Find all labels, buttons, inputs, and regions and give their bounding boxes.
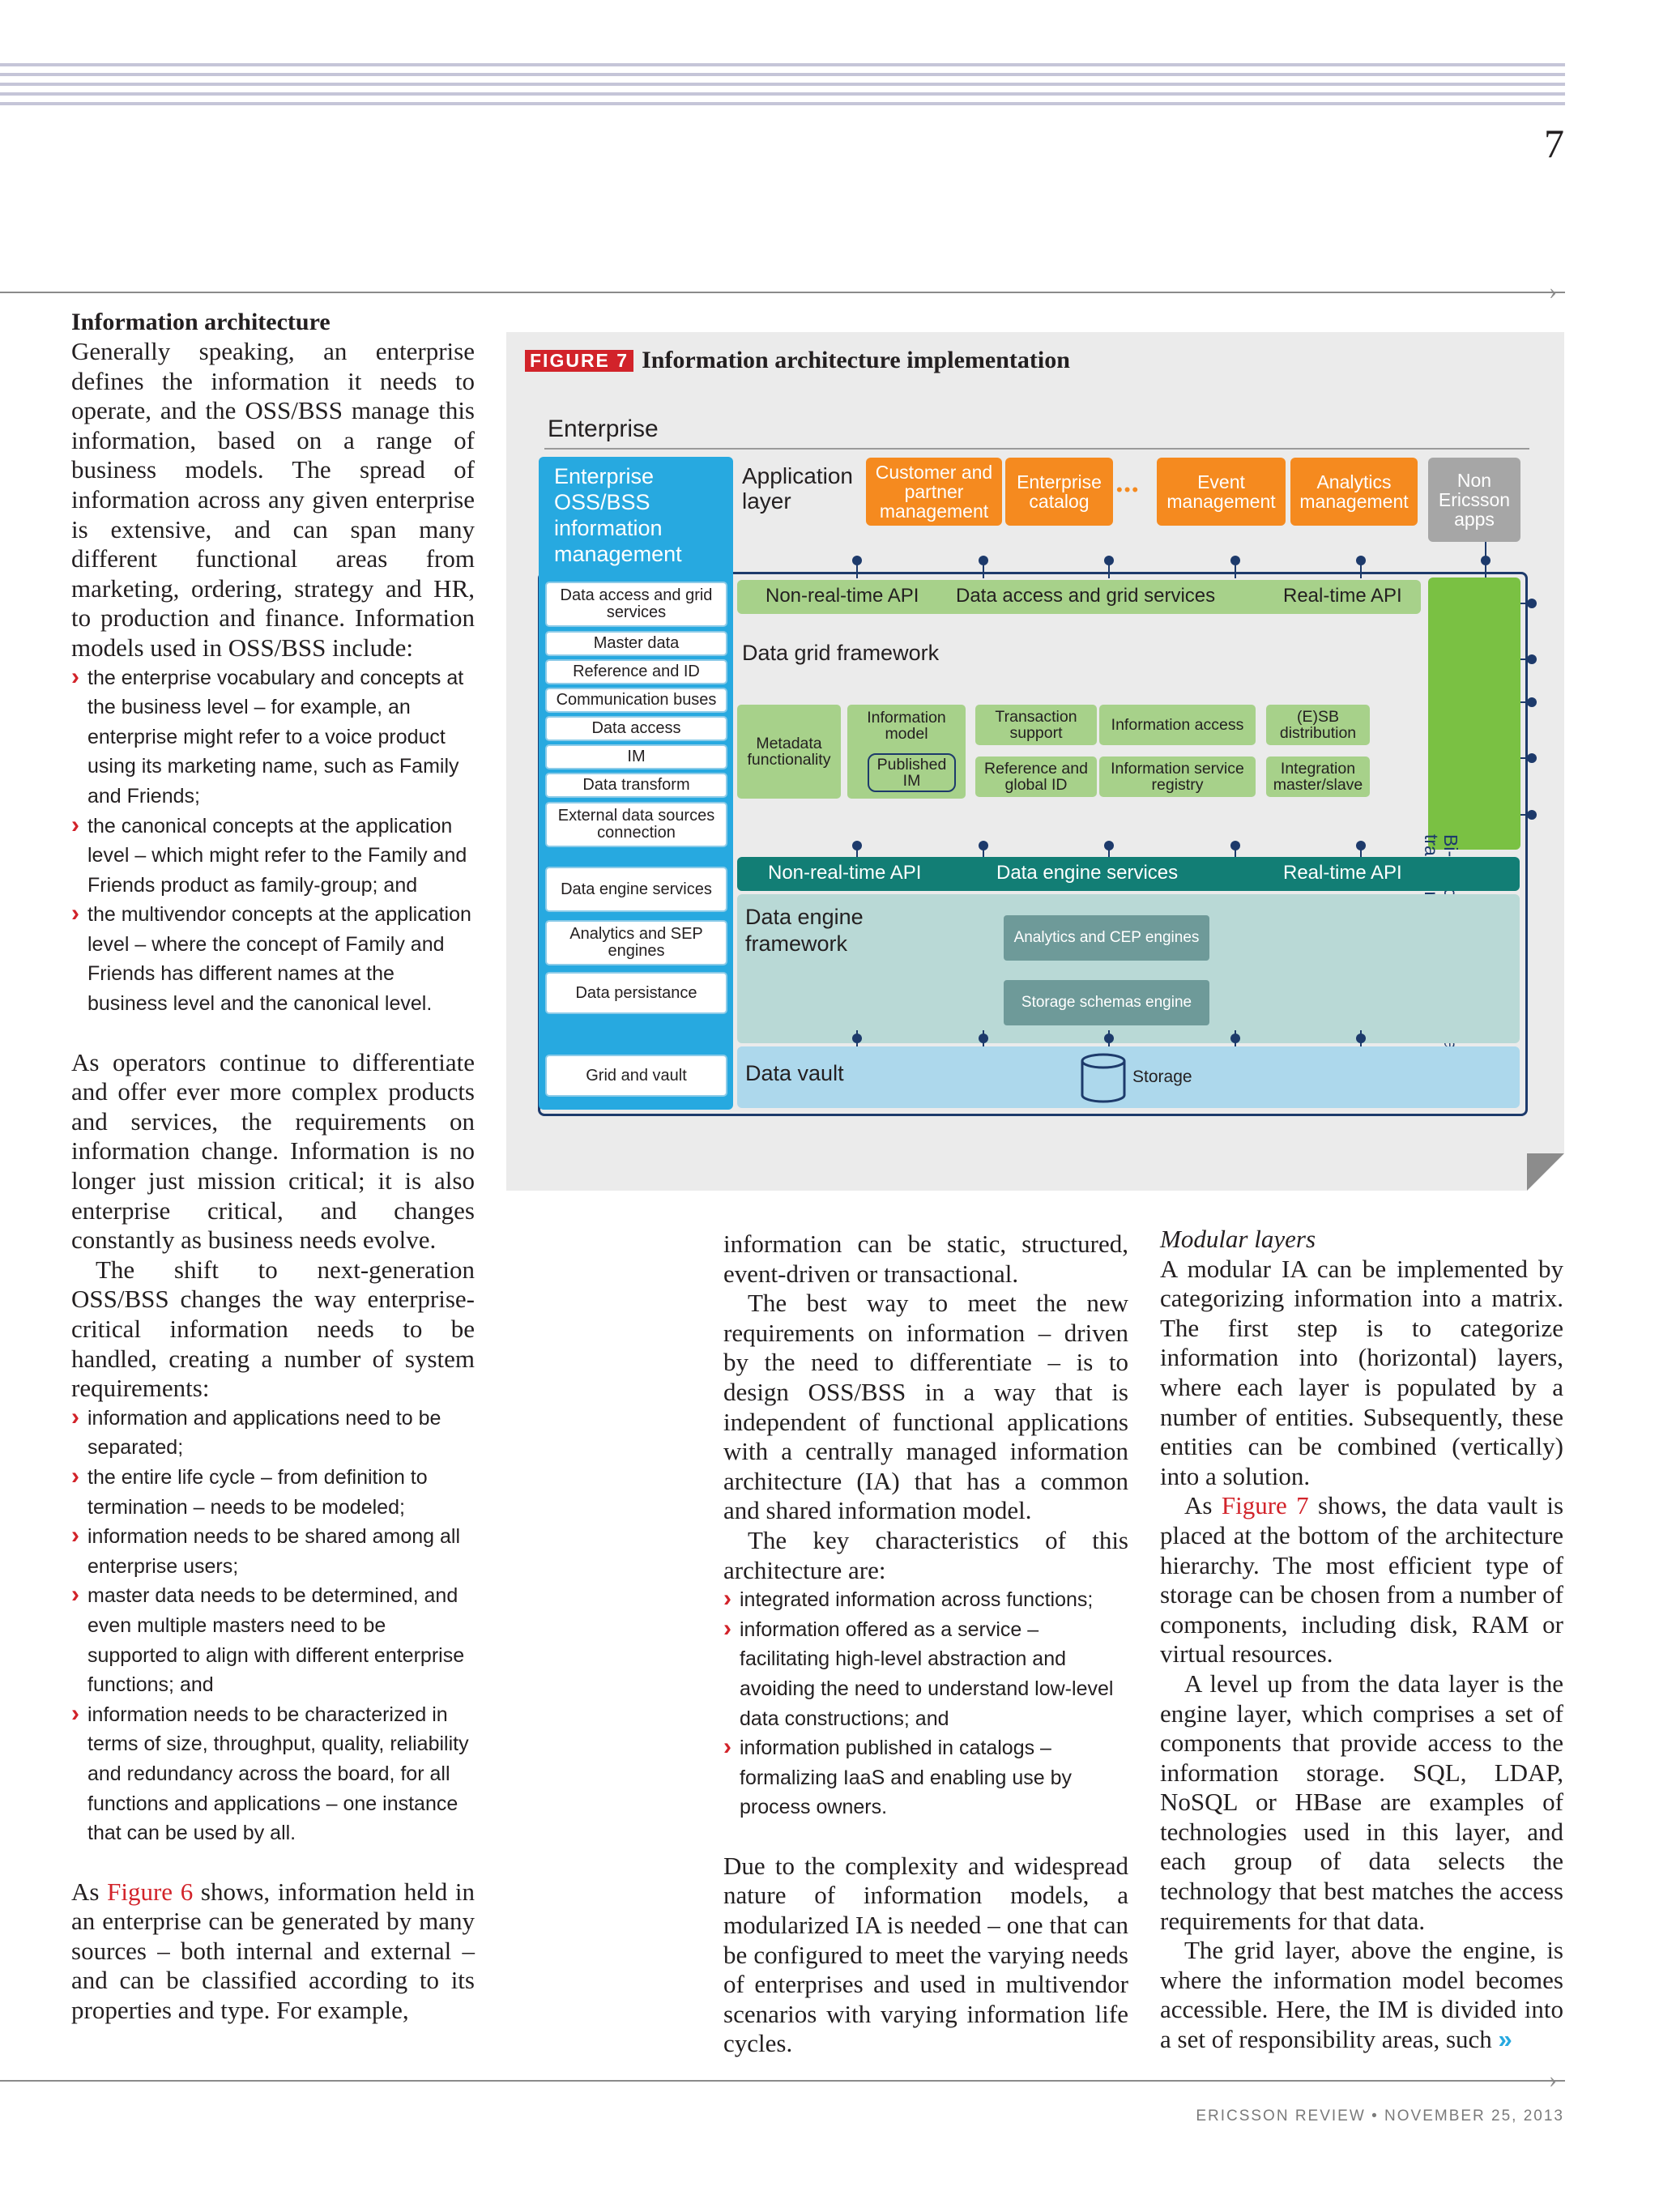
requirement-bullets bbox=[71, 1404, 475, 1848]
list-item: › information needs to be shared among all enterprise users; bbox=[71, 1522, 475, 1581]
connector-dot bbox=[1527, 697, 1537, 707]
information-model: Information model bbox=[867, 708, 946, 743]
grid-api-mid: Data access and grid services bbox=[956, 585, 1216, 607]
connector-dot bbox=[979, 556, 988, 565]
connector-dot bbox=[1527, 753, 1537, 763]
left-item: Data access and grid services bbox=[545, 582, 727, 627]
connector-dot bbox=[1527, 654, 1537, 664]
connector-line bbox=[1360, 846, 1362, 857]
connector-dot bbox=[1527, 599, 1537, 608]
left-item: External data sources connection bbox=[545, 802, 727, 847]
data-vault-area bbox=[737, 1046, 1520, 1108]
esb-distribution: (E)SB distribution bbox=[1266, 705, 1370, 745]
figure-7-link[interactable]: Figure 7 bbox=[1221, 1491, 1309, 1520]
data-vault-label: Data vault bbox=[745, 1061, 844, 1085]
left-item: IM bbox=[545, 744, 727, 769]
header-stripe bbox=[0, 92, 1565, 96]
paragraph: The shift to next-generation OSS/BSS changes the way enterprise-critical information needs to be handled, creating a number of system requirements: bbox=[71, 1255, 475, 1403]
paragraph: The best way to meet the new requirements on information – driven by the need to differentiate – is to design OSS/BSS in a way that is independent of functional applications with a centrally managed information architecture (IA) that has a common and shared information model. bbox=[723, 1289, 1128, 1525]
list-item: › information and applications need to be separated; bbox=[71, 1404, 475, 1463]
app-box-analytics-management: Analytics management bbox=[1290, 458, 1418, 526]
paragraph bbox=[1160, 1936, 1563, 2054]
connector-line bbox=[1235, 846, 1236, 857]
data-grid-framework: Data grid framework bbox=[742, 641, 940, 665]
information-access: Information access bbox=[1099, 705, 1256, 745]
analytics-cep-engines: Analytics and CEP engines bbox=[1004, 915, 1209, 961]
paragraph: A level up from the data layer is the engine layer, which comprises a set of components that provide access to the information storage. SQL, LDAP, NoSQL or HBase are examples of technologies used in this layer, and each group of data selects the technology that best matches the access requirements for that data. bbox=[1160, 1669, 1563, 1935]
grid-api-left: Non-real-time API bbox=[766, 585, 919, 607]
left-item: Reference and ID bbox=[545, 659, 727, 684]
model-bullets bbox=[71, 663, 475, 1019]
bottom-rule-arrow: › bbox=[1549, 2066, 1557, 2093]
figure-6-link[interactable]: Figure 6 bbox=[107, 1877, 194, 1906]
side-connectors bbox=[1439, 594, 1537, 595]
grid-api-right: Real-time API bbox=[1283, 585, 1402, 607]
publication-date: NOVEMBER 25, 2013 bbox=[1384, 2108, 1564, 2125]
connector-dot bbox=[1481, 556, 1491, 565]
connector-dot bbox=[1104, 1034, 1114, 1043]
paragraph bbox=[1160, 1491, 1563, 1669]
characteristics-bullets bbox=[723, 1585, 1128, 1822]
connector-dot bbox=[1356, 556, 1366, 565]
ellipsis-icon: ••• bbox=[1116, 479, 1141, 500]
list-item: › the enterprise vocabulary and concepts at the business level – for example, an enterprise might refer to a voice product using its marketing name, such as Family and Friends; bbox=[71, 663, 475, 812]
integration-master-slave: Integration master/slave bbox=[1266, 757, 1370, 797]
figure-tag: FIGURE 7 bbox=[525, 350, 633, 372]
reference-global-id: Reference and global ID bbox=[975, 757, 1097, 797]
bidirectional-bar bbox=[1428, 578, 1520, 850]
text-fragment: As bbox=[1184, 1491, 1222, 1520]
paragraph: The key characteristics of this architecture are: bbox=[723, 1525, 1128, 1584]
publication-name: ERICSSON REVIEW bbox=[1196, 2108, 1366, 2125]
header-stripe bbox=[0, 83, 1565, 86]
list-item: › the entire life cycle – from definition to termination – needs to be modeled; bbox=[71, 1463, 475, 1522]
header-stripe bbox=[0, 63, 1565, 66]
list-item: › master data needs to be determined, and even multiple masters need to be supported to align with different enterprise functions; and bbox=[71, 1581, 475, 1699]
left-item: Analytics and SEP engines bbox=[545, 920, 727, 965]
enterprise-underline bbox=[544, 448, 1529, 450]
application-layer-label: Application layer bbox=[742, 463, 853, 514]
list-item: › information needs to be characterized in terms of size, throughput, quality, reliability and redundancy across the board, for all functions and applications – one instance that can be used by all. bbox=[71, 1700, 475, 1848]
figure-title: Information architecture implementation bbox=[642, 347, 1070, 373]
paragraph: information can be static, structured, event-driven or transactional. bbox=[723, 1230, 1128, 1288]
app-box-event-management: Event management bbox=[1157, 458, 1286, 526]
storage-cylinder-icon bbox=[1079, 1053, 1128, 1103]
header-stripe bbox=[0, 102, 1565, 105]
connector-line bbox=[856, 846, 858, 857]
left-item: Data persistance bbox=[545, 972, 727, 1014]
app-box-customer-partner: Customer and partner management bbox=[866, 458, 1002, 526]
connector-dot bbox=[1527, 810, 1537, 820]
list-item: › the canonical concepts at the application level – which might refer to the Family and Friends product as family-group; and bbox=[71, 812, 475, 901]
published-im: Published IM bbox=[868, 753, 956, 792]
top-rule bbox=[0, 292, 1565, 293]
list-item: › information published in catalogs – formalizing IaaS and enabling use by process owners. bbox=[723, 1733, 1128, 1822]
left-item: Data access bbox=[545, 716, 727, 741]
enterprise-label: Enterprise bbox=[548, 416, 659, 442]
text-fragment: shows, the data vault is placed at the bottom of the architecture hierarchy. The most efficient type of storage can be chosen from a number of components, including disk, RAM or virtual resources. bbox=[1160, 1491, 1564, 1669]
connector-dot bbox=[1230, 556, 1240, 565]
list-item: › integrated information across functions; bbox=[723, 1585, 1128, 1615]
left-item: Data transform bbox=[545, 773, 727, 798]
section-heading: Information architecture bbox=[71, 309, 331, 335]
text-fragment: The grid layer, above the engine, is where the information model becomes accessible. Here, the IM is divided into a set of responsibility areas, such bbox=[1160, 1936, 1563, 2054]
connector-line bbox=[1108, 846, 1110, 857]
footer-separator: • bbox=[1371, 2108, 1379, 2125]
right-column bbox=[1160, 1225, 1563, 2055]
continue-icon: » bbox=[1498, 2025, 1512, 2054]
bottom-rule bbox=[0, 2080, 1565, 2082]
connector-dot bbox=[1104, 556, 1114, 565]
paragraph: Due to the complexity and widespread nature of information models, a modularized IA is needed – one that can be configured to meet the varying needs of enterprises and used in multivendor scenarios with varying information life cycles. bbox=[723, 1851, 1128, 2058]
left-item: Data engine services bbox=[545, 867, 727, 912]
engine-api-right: Real-time API bbox=[1283, 862, 1402, 884]
text-fragment: As bbox=[71, 1877, 108, 1906]
connector-line bbox=[983, 846, 984, 857]
top-rule-arrow: › bbox=[1549, 278, 1557, 305]
left-item: Communication buses bbox=[545, 688, 727, 713]
storage-label: Storage bbox=[1132, 1068, 1192, 1086]
info-service-registry: Information service registry bbox=[1099, 757, 1256, 797]
list-item: › information offered as a service – facilitating high-level abstraction and avoiding the need to understand low-level data constructions; and bbox=[723, 1615, 1128, 1733]
engine-api-left: Non-real-time API bbox=[768, 862, 922, 884]
transaction-support: Transaction support bbox=[975, 705, 1097, 745]
footer bbox=[1196, 2108, 1564, 2125]
left-item: Grid and vault bbox=[545, 1055, 727, 1097]
engine-api-mid: Data engine services bbox=[996, 862, 1179, 884]
connector-dot bbox=[852, 556, 862, 565]
left-item: Master data bbox=[545, 631, 727, 656]
header-stripe bbox=[0, 73, 1565, 76]
left-column bbox=[71, 308, 475, 2026]
connector-dot bbox=[979, 1034, 988, 1043]
oss-bss-title: Enterprise OSS/BSS information management bbox=[554, 464, 682, 566]
list-item: › the multivendor concepts at the application level – where the concept of Family and Friends has different names at the business level and the canonical level. bbox=[71, 900, 475, 1018]
non-ericsson-apps-box: Non Ericsson apps bbox=[1428, 458, 1520, 542]
figure-caption bbox=[525, 347, 1070, 374]
connector-dot bbox=[852, 1034, 862, 1043]
page-number: 7 bbox=[1544, 121, 1564, 166]
page-curl-icon bbox=[1527, 1153, 1564, 1191]
text-fragment: shows, information held in an enterprise can be generated by many sources – both internal and external – and can be classified according to its properties and type. For example, bbox=[71, 1877, 476, 2025]
connector-dot bbox=[1356, 1034, 1366, 1043]
connector-dot bbox=[1230, 1034, 1240, 1043]
paragraph: As operators continue to differentiate and offer ever more complex products and services, the requirements on information change. Information is no longer just mission critical; it is also enterprise critical, and changes constantly as business needs evolve. bbox=[71, 1047, 475, 1255]
metadata-functionality: Metadata functionality bbox=[737, 705, 841, 799]
storage-schemas-engine: Storage schemas engine bbox=[1004, 980, 1209, 1025]
subheading: Modular layers bbox=[1160, 1225, 1316, 1253]
paragraph: A modular IA can be implemented by categorizing information into a matrix. The first step is to categorize information into (horizontal) layers, where each layer is populated by a number of entities. Subsequently, these entities can be combined (vertically) into a solution. bbox=[1160, 1254, 1563, 1490]
intro-paragraph: Generally speaking, an enterprise defines the information it needs to operate, and the OSS/BSS manage this information, based on a range of business models. The spread of information across any given enterprise is extensive, and can span many different functional areas from marketing, ordering, strategy and HR, to production and finance. Information models used in OSS/BSS include: bbox=[71, 337, 475, 662]
app-box-enterprise-catalog: Enterprise catalog bbox=[1005, 458, 1113, 526]
paragraph bbox=[71, 1877, 475, 2026]
data-engine-framework: Data engine framework bbox=[745, 905, 864, 956]
middle-column bbox=[723, 1230, 1128, 2059]
